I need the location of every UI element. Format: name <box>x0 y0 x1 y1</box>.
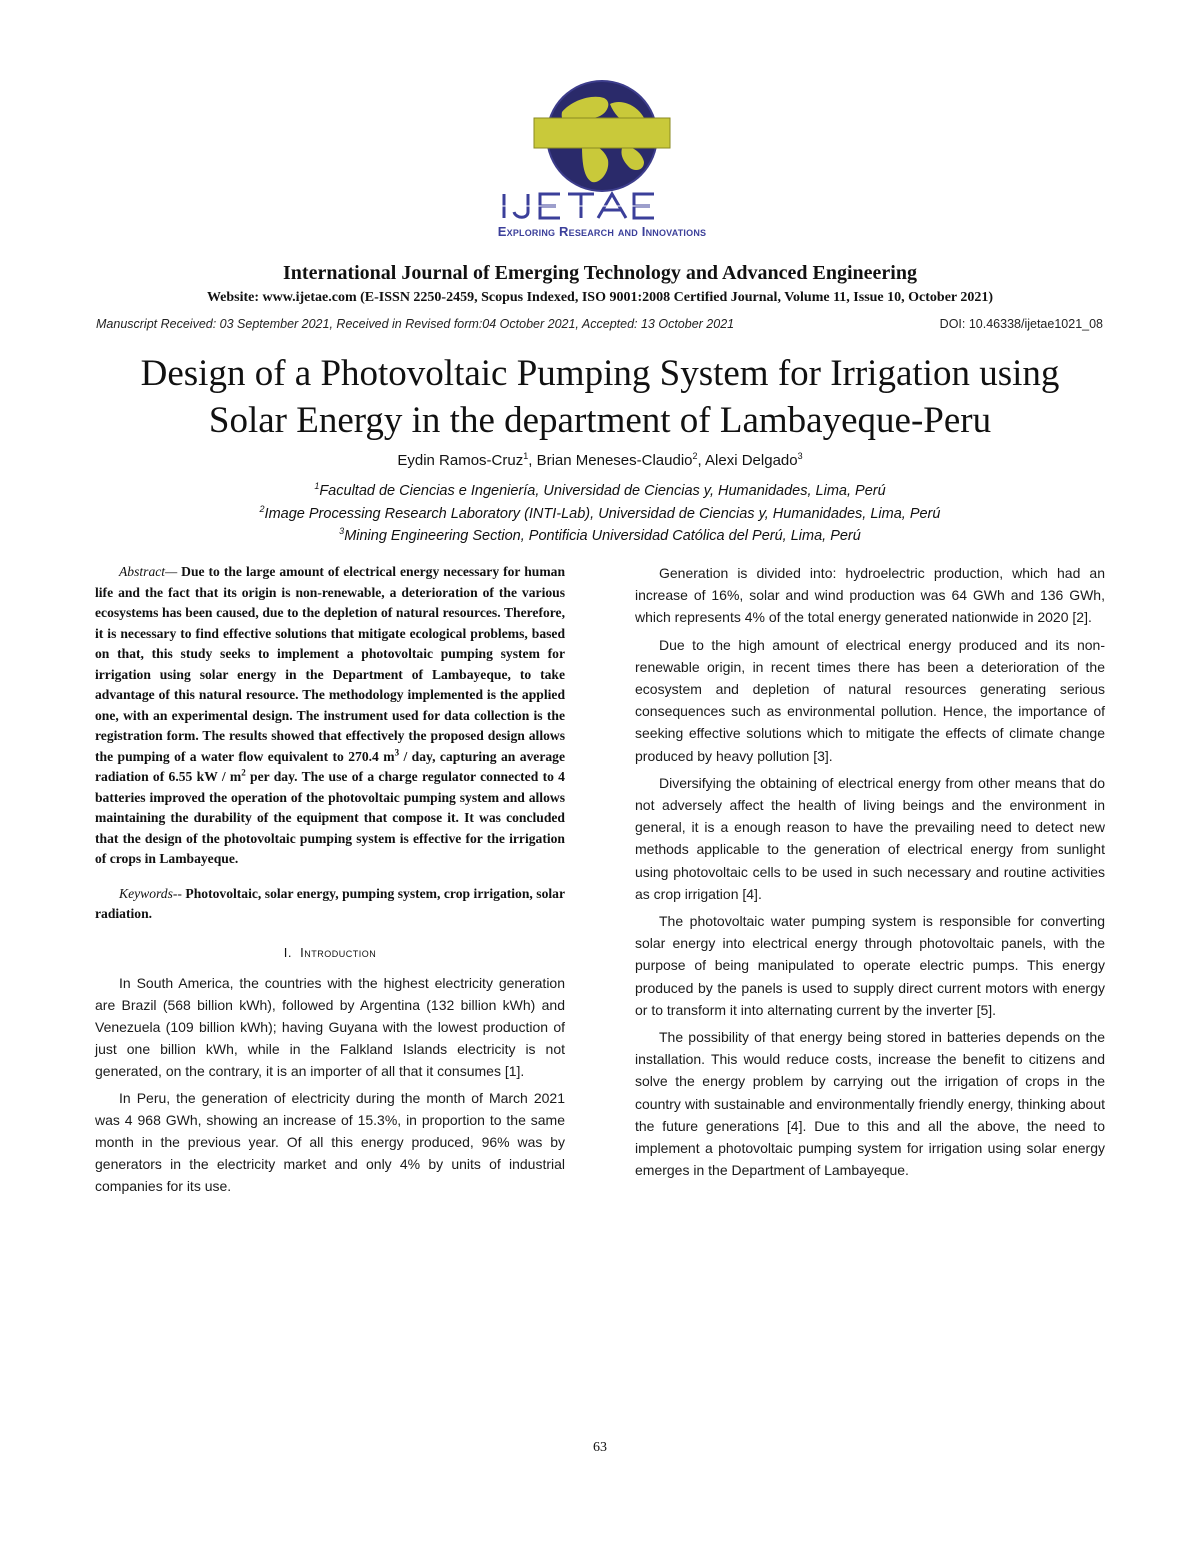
paragraph: The possibility of that energy being stored in batteries depends on the installation. This would reduce costs, increase the benefit to citizens and solve the energy problem by carrying out the irrigation of crops in the country with sustainable and environmentally friendly energy, thinking about the future generations [4]. Due to this and all the above, the need to implement a photovoltaic pumping system for irrigation using solar energy emerges in the Department of Lambayeque. <box>635 1029 1105 1179</box>
affiliation <box>0 480 1200 503</box>
author-affil-sup: 1 <box>523 451 529 461</box>
paragraph: Generation is divided into: hydroelectric production, which had an increase of 16%, solar and wind production was 64 GWh and 136 GWh, which represents 4% of the total energy generated nationwide in 2020 [2]. <box>635 565 1105 626</box>
abstract-label: Abstract— <box>119 564 178 579</box>
left-column <box>95 562 565 1202</box>
author-name: Alexi Delgado <box>705 452 798 469</box>
doi: DOI: 10.46338/ijetae1021_08 <box>939 317 1103 331</box>
paper-title-line-1: Design of a Photovoltaic Pumping System for Irrigation using <box>140 353 1060 394</box>
affiliation-list <box>0 480 1200 548</box>
globe-logo-icon <box>432 72 772 222</box>
abstract-text: / day, capturing an average radiation of 6.55 kW / m <box>95 748 565 784</box>
author-affil-sup: 3 <box>797 451 803 461</box>
affiliation <box>0 525 1200 548</box>
affiliation-text: Image Processing Research Laboratory (INTI-Lab), Universidad de Ciencias y, Humanidades, Lima, Perú <box>264 505 941 522</box>
paragraph: The photovoltaic water pumping system is responsible for converting solar energy into electrical energy through photovoltaic panels, with the purpose of being manipulated to operate electric pumps. This energy produced by the panels is used to supply direct current motors with energy or to transform it into alternating current by the inverter [5]. <box>635 913 1105 1018</box>
paragraph: In South America, the countries with the highest electricity generation are Brazil (568 billion kWh), followed by Argentina (132 billion kWh) and Venezuela (109 billion kWh); having Guyana with the lowest production of just one billion kWh, while in the Falkland Islands electricity is not generated, on the contrary, it is an importer of all that it consumes [1]. <box>95 974 565 1080</box>
author-list <box>0 452 1200 469</box>
affiliation-sup: 1 <box>314 481 320 492</box>
paper-title-line-2: Solar Energy in the department of Lambayeque-Peru <box>208 400 992 441</box>
author-affil-sup: 2 <box>692 451 698 461</box>
affiliation-text: Facultad de Ciencias e Ingeniería, Universidad de Ciencias y, Humanidades, Lima, Perú <box>319 483 886 499</box>
manuscript-dates: Manuscript Received: 03 September 2021, Received in Revised form:04 October 2021, Accepted: 13 October 2021 <box>96 317 735 331</box>
section-number: I. <box>283 944 292 960</box>
affiliation-sup: 3 <box>339 526 345 537</box>
affiliation-text: Mining Engineering Section, Pontificia Universidad Católica del Perú, Lima, Perú <box>344 528 861 544</box>
keywords-label: Keywords-- <box>119 885 182 901</box>
page-number: 63 <box>593 1440 607 1455</box>
paper-title <box>60 350 1140 444</box>
abstract <box>95 562 565 870</box>
affiliation-sup: 2 <box>259 503 265 514</box>
logo-tagline: Exploring Research and Innovations <box>497 224 707 239</box>
journal-website-line: Website: www.ijetae.com (E-ISSN 2250-2459, Scopus Indexed, ISO 9001:2008 Certified Journal, Volume 11, Issue 10, October 2021) <box>206 290 994 305</box>
author-name: Eydin Ramos-Cruz <box>397 452 524 469</box>
author-separator: , <box>528 452 537 469</box>
abstract-sup: 2 <box>241 767 246 778</box>
journal-title: International Journal of Emerging Technology and Advanced Engineering <box>283 262 917 284</box>
right-column <box>635 562 1105 1186</box>
abstract-text: per day. The use of a charge regulator connected to 4 batteries improved the operation of the photovoltaic pumping system and allows maintaining the durability of the equipment that compose it. It was concluded that the design of the photovoltaic pumping system is effective for the irrigation of crops in Lambayeque. <box>95 769 565 866</box>
journal-logo <box>432 72 772 250</box>
abstract-text: Due to the large amount of electrical energy necessary for human life and the fact that its origin is non-renewable, a deterioration of the various ecosystems has been caused, due to the depletion of natural resources. Therefore, it is necessary to find effective solutions that mitigate ecological problems, based on that, this study seeks to implement a photovoltaic pumping system for irrigation using solar energy in the Department of Lambayeque, to take advantage of this natural resource. The methodology implemented is the applied one, with an experimental design. The instrument used for data collection is the registration form. The results showed that effectively the proposed design allows the pumping of a water flow equivalent to 270.4 m <box>95 564 565 764</box>
paragraph: Due to the high amount of electrical energy produced and its non-renewable origin, in recent times there has been a deterioration of the ecosystem and depletion of natural resources generating serious consequences such as environmental pollution. Hence, the importance of seeking effective solutions which to mitigate the effects of climate change produced by heavy pollution [3]. <box>635 636 1105 764</box>
paragraph: Diversifying the obtaining of electrical energy from other means that do not adversely affect the health of living beings and the environment in general, it is a enough reason to have the prevailing need to detect new methods applicable to the generation of electrical energy from sunlight using photovoltaic cells to be used in such necessary and routine activities as crop irrigation [4]. <box>635 774 1105 902</box>
section-heading-introduction <box>95 945 565 960</box>
author-name: Brian Meneses-Claudio <box>536 452 693 469</box>
author-separator: , <box>697 452 706 469</box>
abstract-sup: 3 <box>394 746 400 757</box>
section-title: Introduction <box>300 944 377 960</box>
keywords <box>95 884 565 925</box>
paragraph: In Peru, the generation of electricity during the month of March 2021 was 4 968 GWh, showing an increase of 15.3%, in proportion to the same month in the previous year. Of all this energy produced, 96% was by generators in the electricity market and only 4% by units of industrial companies for its use. <box>95 1089 565 1195</box>
keywords-text: Photovoltaic, solar energy, pumping system, crop irrigation, solar radiation. <box>95 885 565 921</box>
affiliation <box>0 503 1200 526</box>
